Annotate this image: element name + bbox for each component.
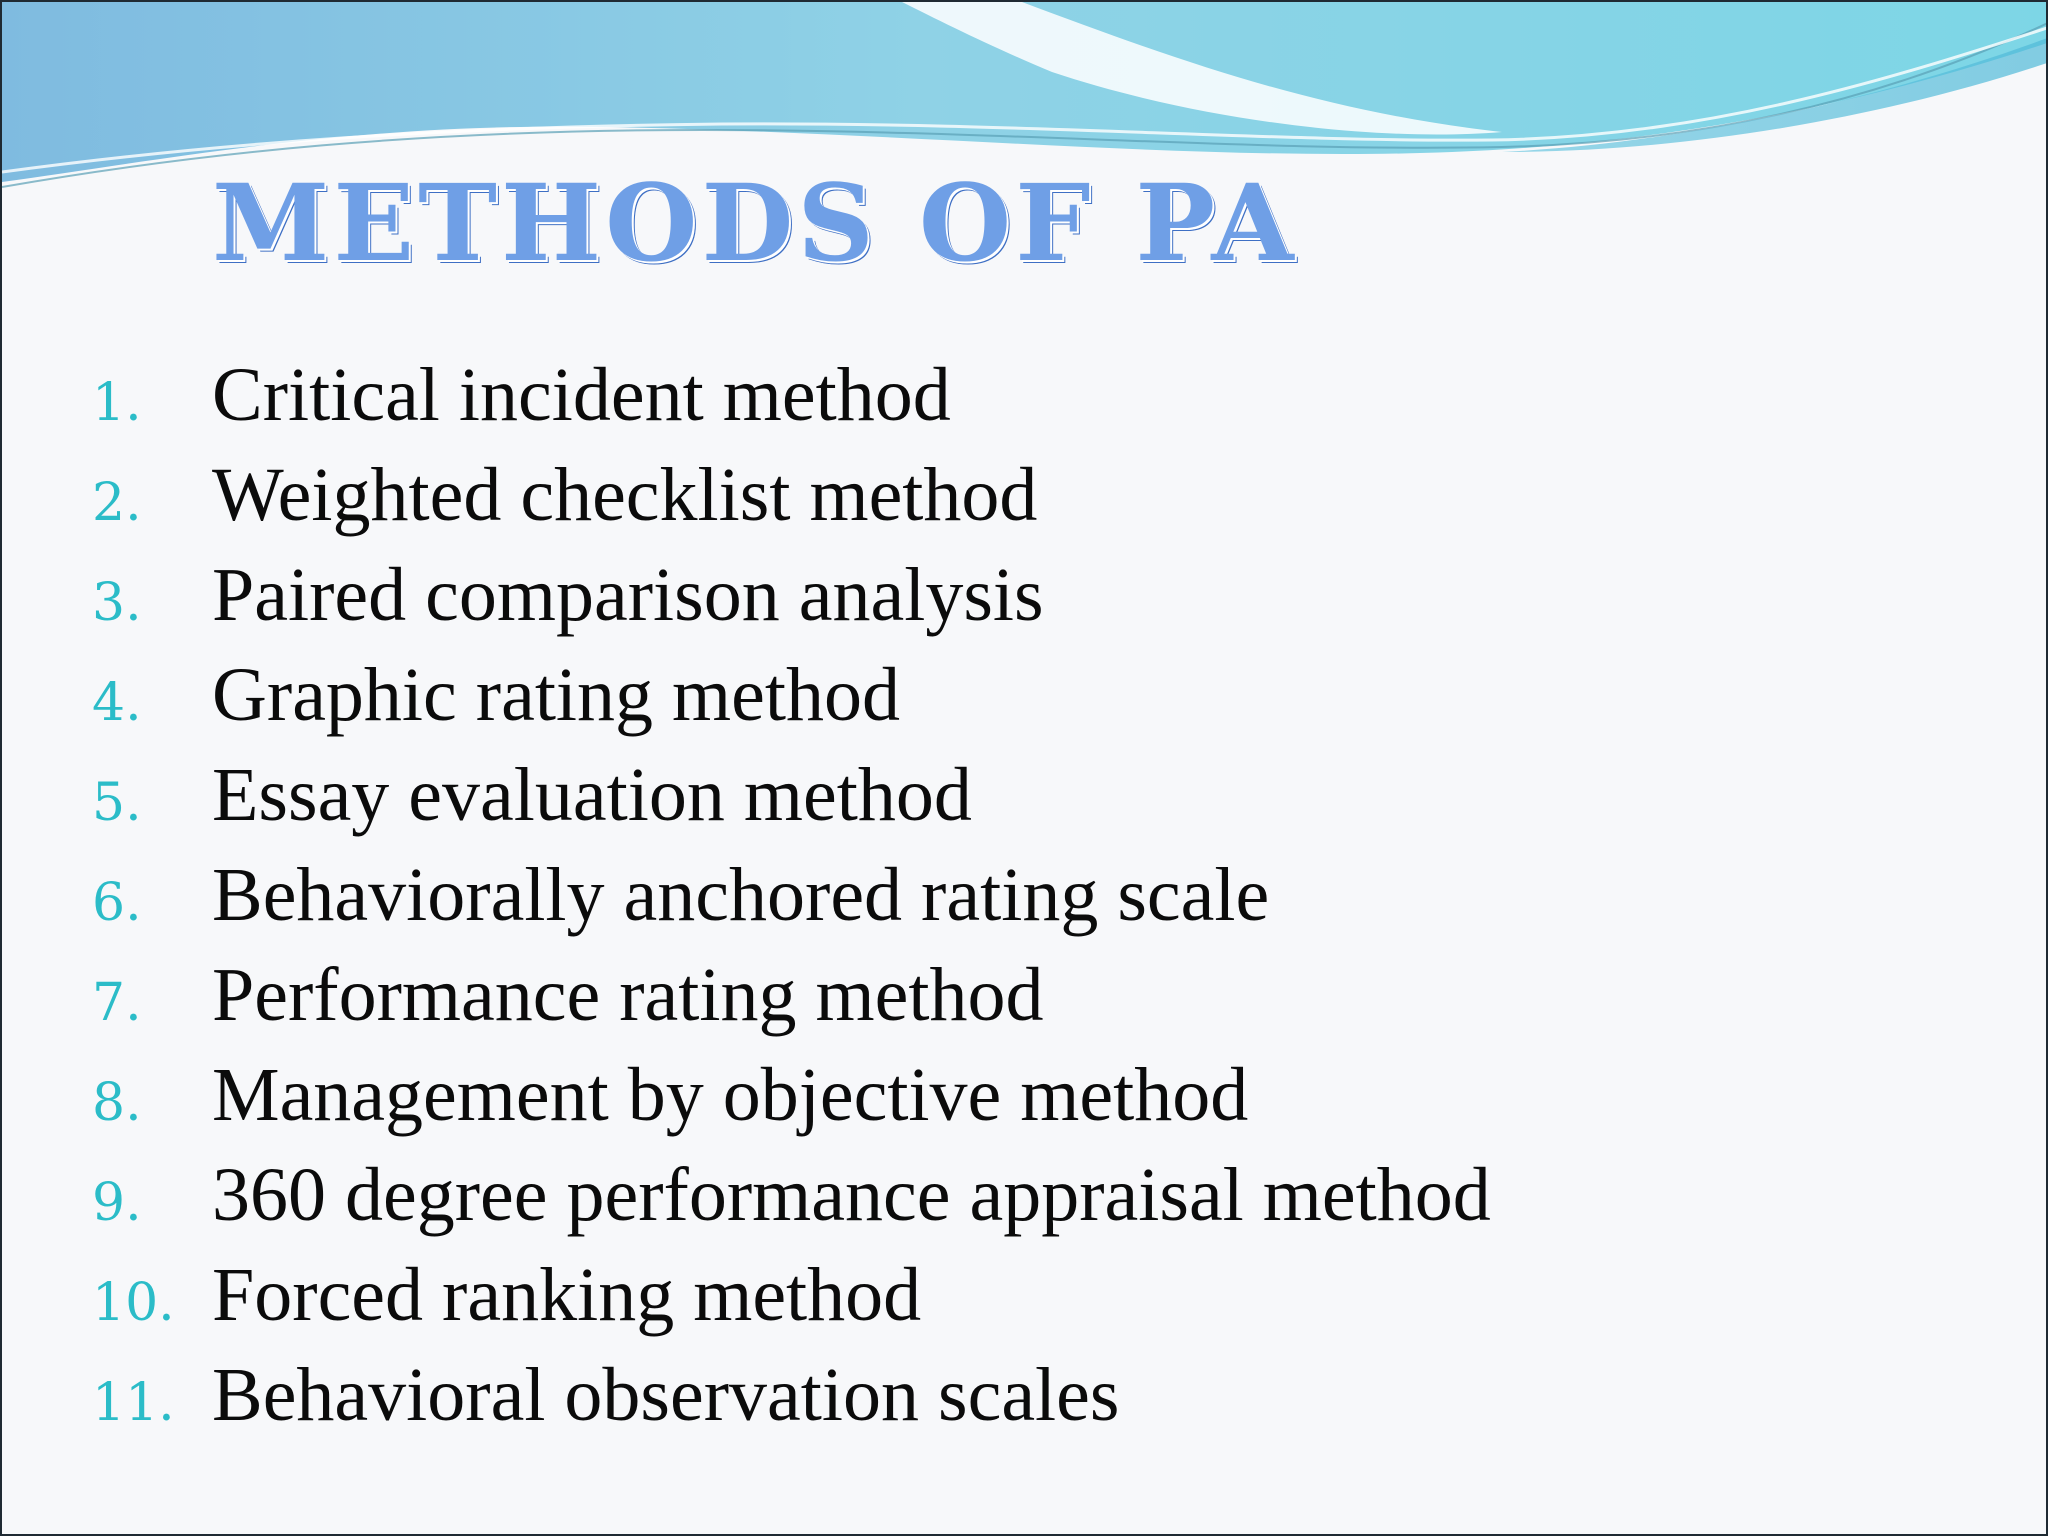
list-item <box>92 652 1491 752</box>
list-item-number: 2. <box>92 473 142 533</box>
list-item-label: 360 degree performance appraisal method <box>212 1153 1491 1237</box>
methods-list <box>92 352 1491 1452</box>
list-item-number: 8. <box>92 1073 142 1133</box>
list-item-label: Behavioral observation scales <box>212 1353 1120 1437</box>
list-item <box>92 1352 1491 1452</box>
list-item-number: 11. <box>92 1373 175 1433</box>
list-item <box>92 752 1491 852</box>
list-item <box>92 952 1491 1052</box>
list-item-number: 4. <box>92 673 142 733</box>
list-item <box>92 552 1491 652</box>
list-item <box>92 352 1491 452</box>
list-item <box>92 1252 1491 1352</box>
list-item-number: 5. <box>92 773 142 833</box>
list-item <box>92 452 1491 552</box>
list-item-label: Essay evaluation method <box>212 753 972 837</box>
list-item-label: Graphic rating method <box>212 653 901 737</box>
list-item-label: Performance rating method <box>212 953 1044 1037</box>
list-item-label: Critical incident method <box>212 353 951 437</box>
list-item-number: 3. <box>92 573 142 633</box>
list-item <box>92 852 1491 952</box>
list-item-number: 6. <box>92 873 142 933</box>
list-item-number: 7. <box>92 973 142 1033</box>
list-item-label: Forced ranking method <box>212 1253 922 1337</box>
list-item-number: 1. <box>92 373 142 433</box>
list-item-label: Paired comparison analysis <box>212 553 1044 637</box>
slide-title: METHODS OF PA <box>212 160 1298 285</box>
list-item-number: 10. <box>92 1273 175 1333</box>
list-item-label: Management by objective method <box>212 1053 1249 1137</box>
list-item-label: Weighted checklist method <box>212 453 1038 537</box>
list-item <box>92 1052 1491 1152</box>
list-item <box>92 1152 1491 1252</box>
list-item-label: Behaviorally anchored rating scale <box>212 853 1270 937</box>
list-item-number: 9. <box>92 1173 142 1233</box>
